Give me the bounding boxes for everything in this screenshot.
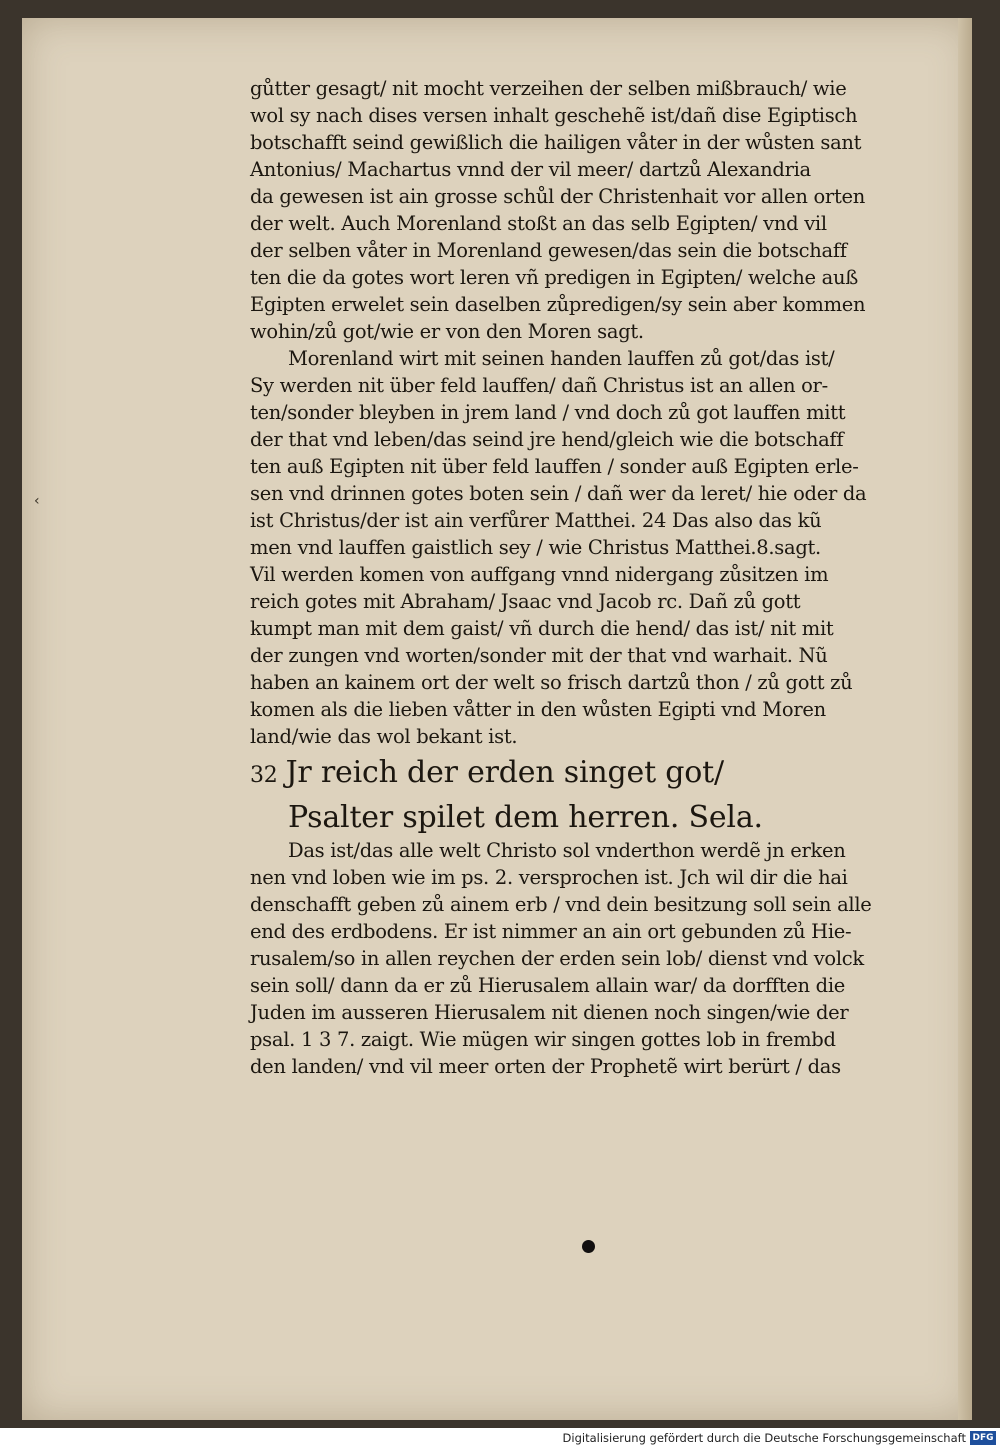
text-line: land/wie das wol bekant ist.	[250, 725, 518, 748]
footer-credit: Digitalisierung gefördert durch die Deutsche Forschungsgemeinschaft	[562, 1431, 966, 1445]
verse-number: 32	[250, 763, 278, 788]
text-line: Das ist/das alle welt Christo sol vnderthon werdẽ jn erken	[288, 839, 846, 862]
text-line: ten die da gotes wort leren vñ predigen in Egipten/ welche auß	[250, 266, 858, 289]
verse-heading	[250, 754, 930, 795]
text-line: reich gotes mit Abraham/ Jsaac vnd Jacob rc. Dañ zů gott	[250, 590, 801, 613]
text-line: ten auß Egipten nit über feld lauffen / sonder auß Egipten erle-	[250, 455, 859, 478]
text-line: botschafft seind gewißlich die hailigen våter in der wůsten sant	[250, 131, 862, 154]
text-line: rusalem/so in allen reychen der erden sein lob/ dienst vnd volck	[250, 947, 864, 970]
verse-text: Jr reich der erden singet got/	[285, 755, 724, 790]
text-line: ten/sonder bleyben in jrem land / vnd doch zů got lauffen mitt	[250, 401, 846, 424]
text-line: haben an kainem ort der welt so frisch dartzů thon / zů gott zů	[250, 671, 853, 694]
text-line: denschafft geben zů ainem erb / vnd dein besitzung soll sein alle	[250, 893, 872, 916]
text-line: wol sy nach dises versen inhalt geschehẽ ist/dañ dise Egiptisch	[250, 104, 858, 127]
text-block	[250, 75, 930, 1080]
text-line: der that vnd leben/das seind jre hend/gleich wie die botschaff	[250, 428, 844, 451]
text-line: der welt. Auch Morenland stoßt an das selb Egipten/ vnd vil	[250, 212, 827, 235]
text-line: kumpt man mit dem gaist/ vñ durch die hend/ das ist/ nit mit	[250, 617, 834, 640]
dfg-logo-icon: DFG	[970, 1431, 996, 1445]
text-line: den landen/ vnd vil meer orten der Prophetẽ wirt berürt / das	[250, 1055, 841, 1078]
text-line: der selben våter in Morenland gewesen/das sein die botschaff	[250, 239, 847, 262]
text-line: gůtter gesagt/ nit mocht verzeihen der selben mißbrauch/ wie	[250, 77, 847, 100]
text-line: Juden im ausseren Hierusalem nit dienen noch singen/wie der	[250, 1001, 849, 1024]
text-line: sein soll/ dann da er zů Hierusalem allain war/ da dorfften die	[250, 974, 846, 997]
text-line: Vil werden komen von auffgang vnnd nidergang zůsitzen im	[250, 563, 829, 586]
text-line: Egipten erwelet sein daselben zůpredigen/sy sein aber kommen	[250, 293, 866, 316]
text-line: Morenland wirt mit seinen handen lauffen zů got/das ist/	[288, 347, 835, 370]
margin-mark: ‹	[34, 493, 40, 509]
text-line: end des erdbodens. Er ist nimmer an ain ort gebunden zů Hie-	[250, 920, 852, 943]
text-line: nen vnd loben wie im ps. 2. versprochen ist. Jch wil dir die hai	[250, 866, 848, 889]
text-line: psal. 1 3 7. zaigt. Wie mügen wir singen gottes lob in frembd	[250, 1028, 836, 1051]
text-line: wohin/zů got/wie er von den Moren sagt.	[250, 320, 644, 343]
text-line: Antonius/ Machartus vnnd der vil meer/ dartzů Alexandria	[250, 158, 811, 181]
text-line: Sy werden nit über feld lauffen/ dañ Christus ist an allen or-	[250, 374, 828, 397]
text-line: ist Christus/der ist ain verfůrer Matthei. 24 Das also das kũ	[250, 509, 822, 532]
verse-heading-continued: Psalter spilet dem herren. Sela.	[288, 800, 763, 835]
text-line: komen als die lieben våtter in den wůsten Egipti vnd Moren	[250, 698, 826, 721]
text-line: da gewesen ist ain grosse schůl der Christenhait vor allen orten	[250, 185, 865, 208]
text-line: der zungen vnd worten/sonder mit der that vnd warhait. Nũ	[250, 644, 828, 667]
ink-dot	[582, 1240, 595, 1253]
text-line: men vnd lauffen gaistlich sey / wie Christus Matthei.8.sagt.	[250, 536, 821, 559]
text-line: sen vnd drinnen gotes boten sein / dañ wer da leret/ hie oder da	[250, 482, 867, 505]
page-edge	[958, 18, 972, 1420]
